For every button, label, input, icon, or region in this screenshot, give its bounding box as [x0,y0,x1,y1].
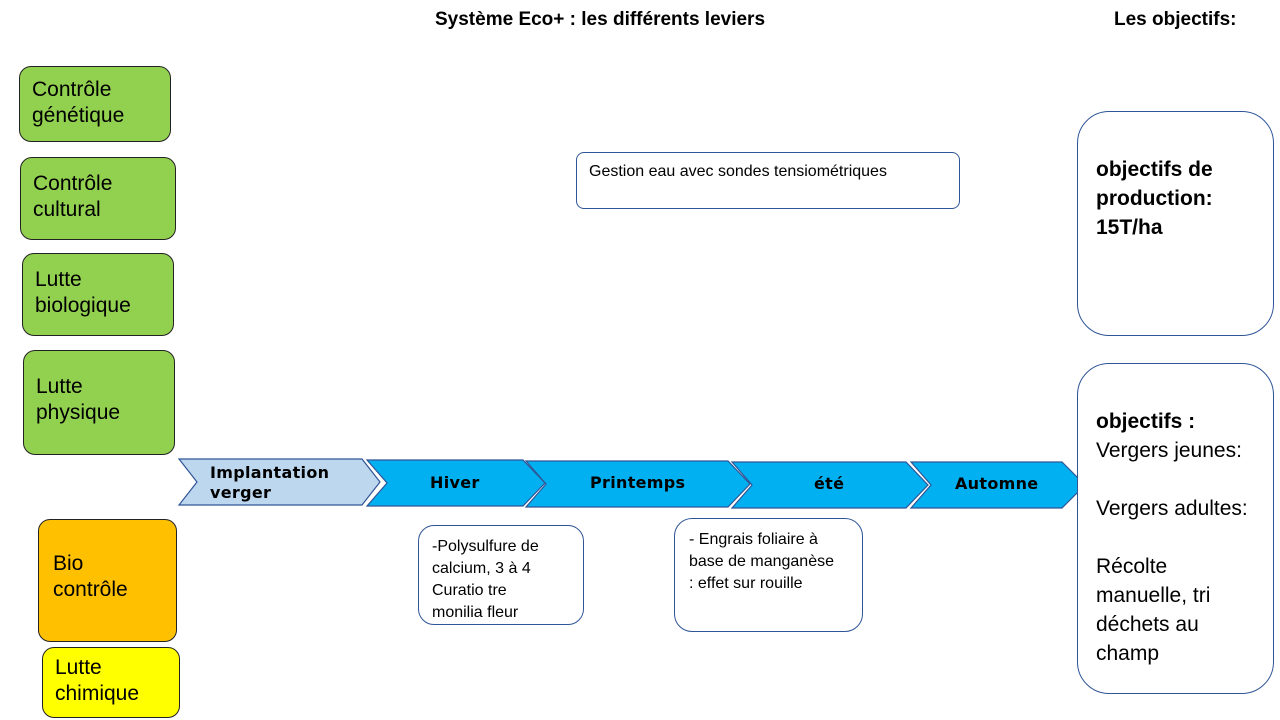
lever-label: Lutte biologique [35,268,131,317]
lever-genetic-control [19,66,171,142]
lever-label: Lutte chimique [55,656,140,705]
page-title: Système Eco+ : les différents leviers [435,9,766,30]
production-objectives-box [1077,111,1274,336]
lever-physical-control [23,350,175,455]
timeline-label-autumn: Automne [955,474,1039,493]
lever-label: Contrôle génétique [32,78,125,127]
objectives-title: Les objectifs: [1114,9,1237,30]
lever-label: Contrôle cultural [33,172,113,221]
other-objectives-heading: objectifs : [1096,410,1196,433]
lever-biocontrol [38,519,177,642]
production-objectives-text: objectifs de production: 15T/ha [1096,158,1213,239]
lever-cultural-control [20,157,176,240]
lever-biological-control [22,253,174,336]
timeline-label-winter: Hiver [430,473,480,492]
lever-label: Bio contrôle [53,552,128,601]
timeline-label-planting: Implantation verger [210,463,330,502]
other-objectives-box [1077,363,1274,694]
winter-treatment-note: -Polysulfure de calcium, 3 à 4 Curatio tre monilia fleur [418,525,584,625]
timeline-label-spring: Printemps [590,473,686,492]
other-objectives-text: Vergers jeunes: Vergers adultes: Récolte manuelle, tri déchets au champ [1096,439,1248,665]
lever-label: Lutte physique [36,375,121,424]
water-management-note: Gestion eau avec sondes tensiométriques [576,152,960,209]
lever-chemical-control [42,647,180,718]
summer-fertilizer-note: - Engrais foliaire à base de manganèse : effet sur rouille [674,518,863,632]
timeline-label-summer: été [814,474,845,493]
